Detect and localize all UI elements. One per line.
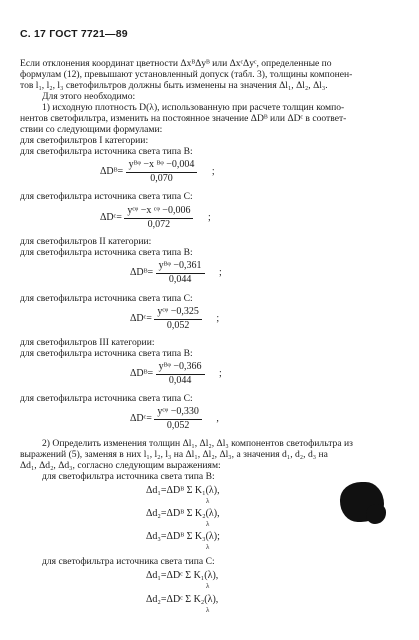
intro-line-3: тов l₁, l₂, l₃ светофильтров должны быть изменены на значения Δl₁, Δl₂, Δl₃. bbox=[20, 80, 328, 91]
step2-label-c: для светофильтра источника света типа С: bbox=[42, 556, 215, 567]
step2-line-1: 2) Определить изменения толщин Δl₁, Δl₂, Δl₃ компонентов светофильтра из bbox=[42, 438, 353, 449]
fraction-numerator: yᴮᵠ −0,361 bbox=[156, 259, 205, 274]
cat1-label-b: для светофильтра источника света типа В: bbox=[20, 146, 193, 157]
cat2-formula-c bbox=[130, 305, 219, 332]
fraction-numerator: yᴮᵠ −x ᴮᵠ −0,004 bbox=[126, 158, 198, 173]
formula-lhs: ΔDᴮ= bbox=[100, 166, 124, 177]
cat2-label-c: для светофильтра источника света типа С: bbox=[20, 293, 193, 304]
fraction-numerator: yᴮᵠ −0,366 bbox=[156, 360, 205, 375]
cat3-title: для светофильтров III категории: bbox=[20, 337, 155, 348]
formula-lhs: ΔDᴮ= bbox=[130, 368, 154, 379]
fraction bbox=[156, 259, 205, 286]
fraction bbox=[154, 405, 202, 432]
step2-eq-b1: Δd₁=ΔDᴮ Σ K₁(λ), bbox=[146, 485, 220, 496]
cat1-formula-c bbox=[100, 204, 211, 231]
cat1-label-c: для светофильтра источника света типа С: bbox=[20, 191, 193, 202]
ink-blot bbox=[340, 482, 384, 522]
semicolon: ; bbox=[207, 212, 211, 223]
fraction-denominator: 0,070 bbox=[150, 173, 173, 184]
semicolon: ; bbox=[219, 267, 222, 278]
fraction-denominator: 0,044 bbox=[168, 375, 192, 386]
intro-line-7: ствии со следующими формулами: bbox=[20, 124, 163, 135]
intro-line-4: Для этого необходимо: bbox=[42, 91, 136, 102]
fraction-denominator: 0,052 bbox=[166, 320, 190, 331]
step2-label-b: для светофильтра источника света типа В: bbox=[42, 471, 215, 482]
fraction bbox=[156, 360, 205, 387]
semicolon: ; bbox=[211, 166, 215, 177]
fraction-numerator: yᶜᵠ −0,330 bbox=[154, 405, 202, 420]
fraction-denominator: 0,044 bbox=[168, 274, 192, 285]
sum-subscript: λ bbox=[206, 582, 210, 590]
cat3-formula-b bbox=[130, 360, 222, 387]
fraction-numerator: yᶜᵠ −x ᶜᵠ −0,006 bbox=[124, 204, 193, 219]
cat2-formula-b bbox=[130, 259, 222, 286]
formula-lhs: ΔDᴮ= bbox=[130, 267, 154, 278]
cat2-title: для светофильтров II категории: bbox=[20, 236, 152, 247]
step2-eq-b3: Δd₃=ΔDᴮ Σ K₃(λ); bbox=[146, 531, 220, 542]
cat3-label-b: для светофильтра источника света типа В: bbox=[20, 348, 193, 359]
step2-line-3: Δd₁, Δd₂, Δd₃, согласно следующим выражениям: bbox=[20, 460, 221, 471]
step2-eq-c1: Δd₁=ΔDᶜ Σ K₁(λ), bbox=[146, 570, 219, 581]
fraction bbox=[124, 204, 193, 231]
fraction bbox=[126, 158, 198, 185]
cat3-formula-c bbox=[130, 405, 219, 432]
intro-line-2: формулам (12), превышают установленный допуск (табл. 3), толщины компонен- bbox=[20, 69, 353, 80]
formula-lhs: ΔDᶜ= bbox=[130, 313, 152, 324]
cat3-label-c: для светофильтра источника света типа С: bbox=[20, 393, 193, 404]
page-header: С. 17 ГОСТ 7721—89 bbox=[20, 28, 128, 40]
cat2-label-b: для светофильтра источника света типа В: bbox=[20, 247, 193, 258]
intro-line-6: нентов светофильтра, изменить на постоянное значение ΔDᴮ или ΔDᶜ в соответ- bbox=[20, 113, 347, 124]
fraction-numerator: yᶜᵠ −0,325 bbox=[154, 305, 202, 320]
step2-eq-c2: Δd₂=ΔDᶜ Σ K₂(λ), bbox=[146, 594, 219, 605]
intro-line-1: Если отклонения координат цветности ΔxᴮΔyᴮ или ΔxᶜΔyᶜ, определенные по bbox=[20, 58, 332, 69]
cat1-title: для светофильтров I категории: bbox=[20, 135, 149, 146]
sum-subscript: λ bbox=[206, 543, 210, 551]
semicolon: ; bbox=[219, 368, 222, 379]
formula-lhs: ΔDᶜ= bbox=[130, 413, 152, 424]
cat1-formula-b bbox=[100, 158, 215, 185]
comma: , bbox=[216, 413, 219, 424]
fraction-denominator: 0,052 bbox=[166, 420, 190, 431]
fraction-denominator: 0,072 bbox=[147, 219, 171, 230]
fraction bbox=[154, 305, 202, 332]
sum-subscript: λ bbox=[206, 497, 210, 505]
intro-line-5: 1) исходную плотность D(λ), использованную при расчете толщин компо- bbox=[42, 102, 345, 113]
semicolon: ; bbox=[216, 313, 220, 324]
sum-subscript: λ bbox=[206, 520, 210, 528]
step2-line-2: выражений (5), заменяя в них l₁, l₂, l₃ на Δl₁, Δl₂, Δl₃, а значения d₁, d₂, d₃ на bbox=[20, 449, 328, 460]
formula-lhs: ΔDᶜ= bbox=[100, 212, 122, 223]
sum-subscript: λ bbox=[206, 606, 210, 614]
step2-eq-b2: Δd₂=ΔDᴮ Σ K₂(λ), bbox=[146, 508, 220, 519]
